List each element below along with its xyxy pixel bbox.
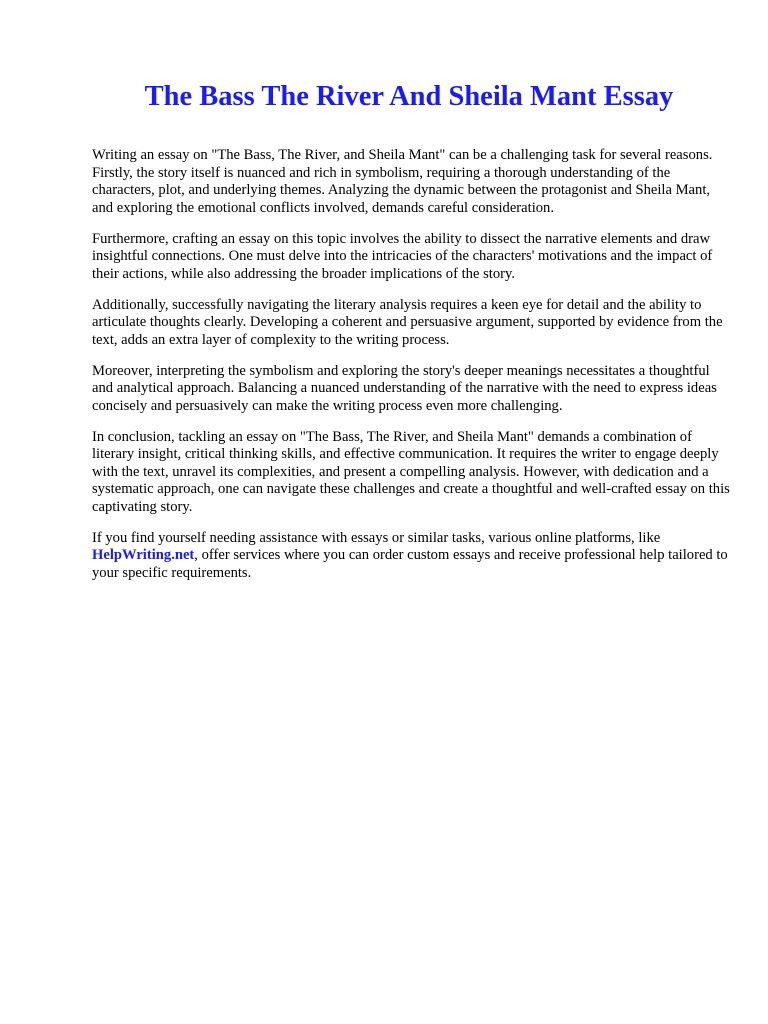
paragraph-2: Furthermore, crafting an essay on this topic involves the ability to dissect the narrative elements and draw insightful connections. One must delve into the intricacies of the characters' motivations and the impact of their actions, while also addressing the broader implications of the story. bbox=[92, 230, 713, 282]
helpwriting-link[interactable]: HelpWriting.net bbox=[92, 547, 195, 563]
closing-text-before-link: If you find yourself needing assistance with essays or similar tasks, various online platforms, like bbox=[92, 529, 661, 546]
closing-text-after-link: , offer services where you can order custom essays and receive professional help tailored to your specific requirements. bbox=[92, 547, 728, 581]
page-title: The Bass The River And Sheila Mant Essay bbox=[144, 81, 674, 112]
paragraph-1: Writing an essay on "The Bass, The River, and Sheila Mant" can be a challenging task for several reasons. Firstly, the story itself is nuanced and rich in symbolism, requiring a thorough understanding of the characters, plot, and underlying themes. Analyzing the dynamic between the protagonist and Sheila Mant, and exploring the emotional conflicts involved, demands careful consideration. bbox=[92, 147, 713, 216]
closing-paragraph bbox=[92, 530, 732, 583]
paragraph-3: Additionally, successfully navigating the literary analysis requires a keen eye for detail and the ability to articulate thoughts clearly. Developing a coherent and persuasive argument, supported by evidence from the text, adds an extra layer of complexity to the writing process. bbox=[92, 296, 723, 348]
essay-body bbox=[92, 147, 732, 596]
paragraph-4: Moreover, interpreting the symbolism and exploring the story's deeper meanings necessitates a thoughtful and analytical approach. Balancing a nuanced understanding of the narrative with the need to express ideas concisely and persuasively can make the writing process even more challenging. bbox=[92, 362, 717, 414]
paragraph-5: In conclusion, tackling an essay on "The Bass, The River, and Sheila Mant" demands a combination of literary insight, critical thinking skills, and effective communication. It requires the writer to engage deeply with the text, unravel its complexities, and present a compelling analysis. However, with dedication and a systematic approach, one can navigate these challenges and create a thoughtful and well-crafted essay on this captivating story. bbox=[92, 428, 730, 515]
